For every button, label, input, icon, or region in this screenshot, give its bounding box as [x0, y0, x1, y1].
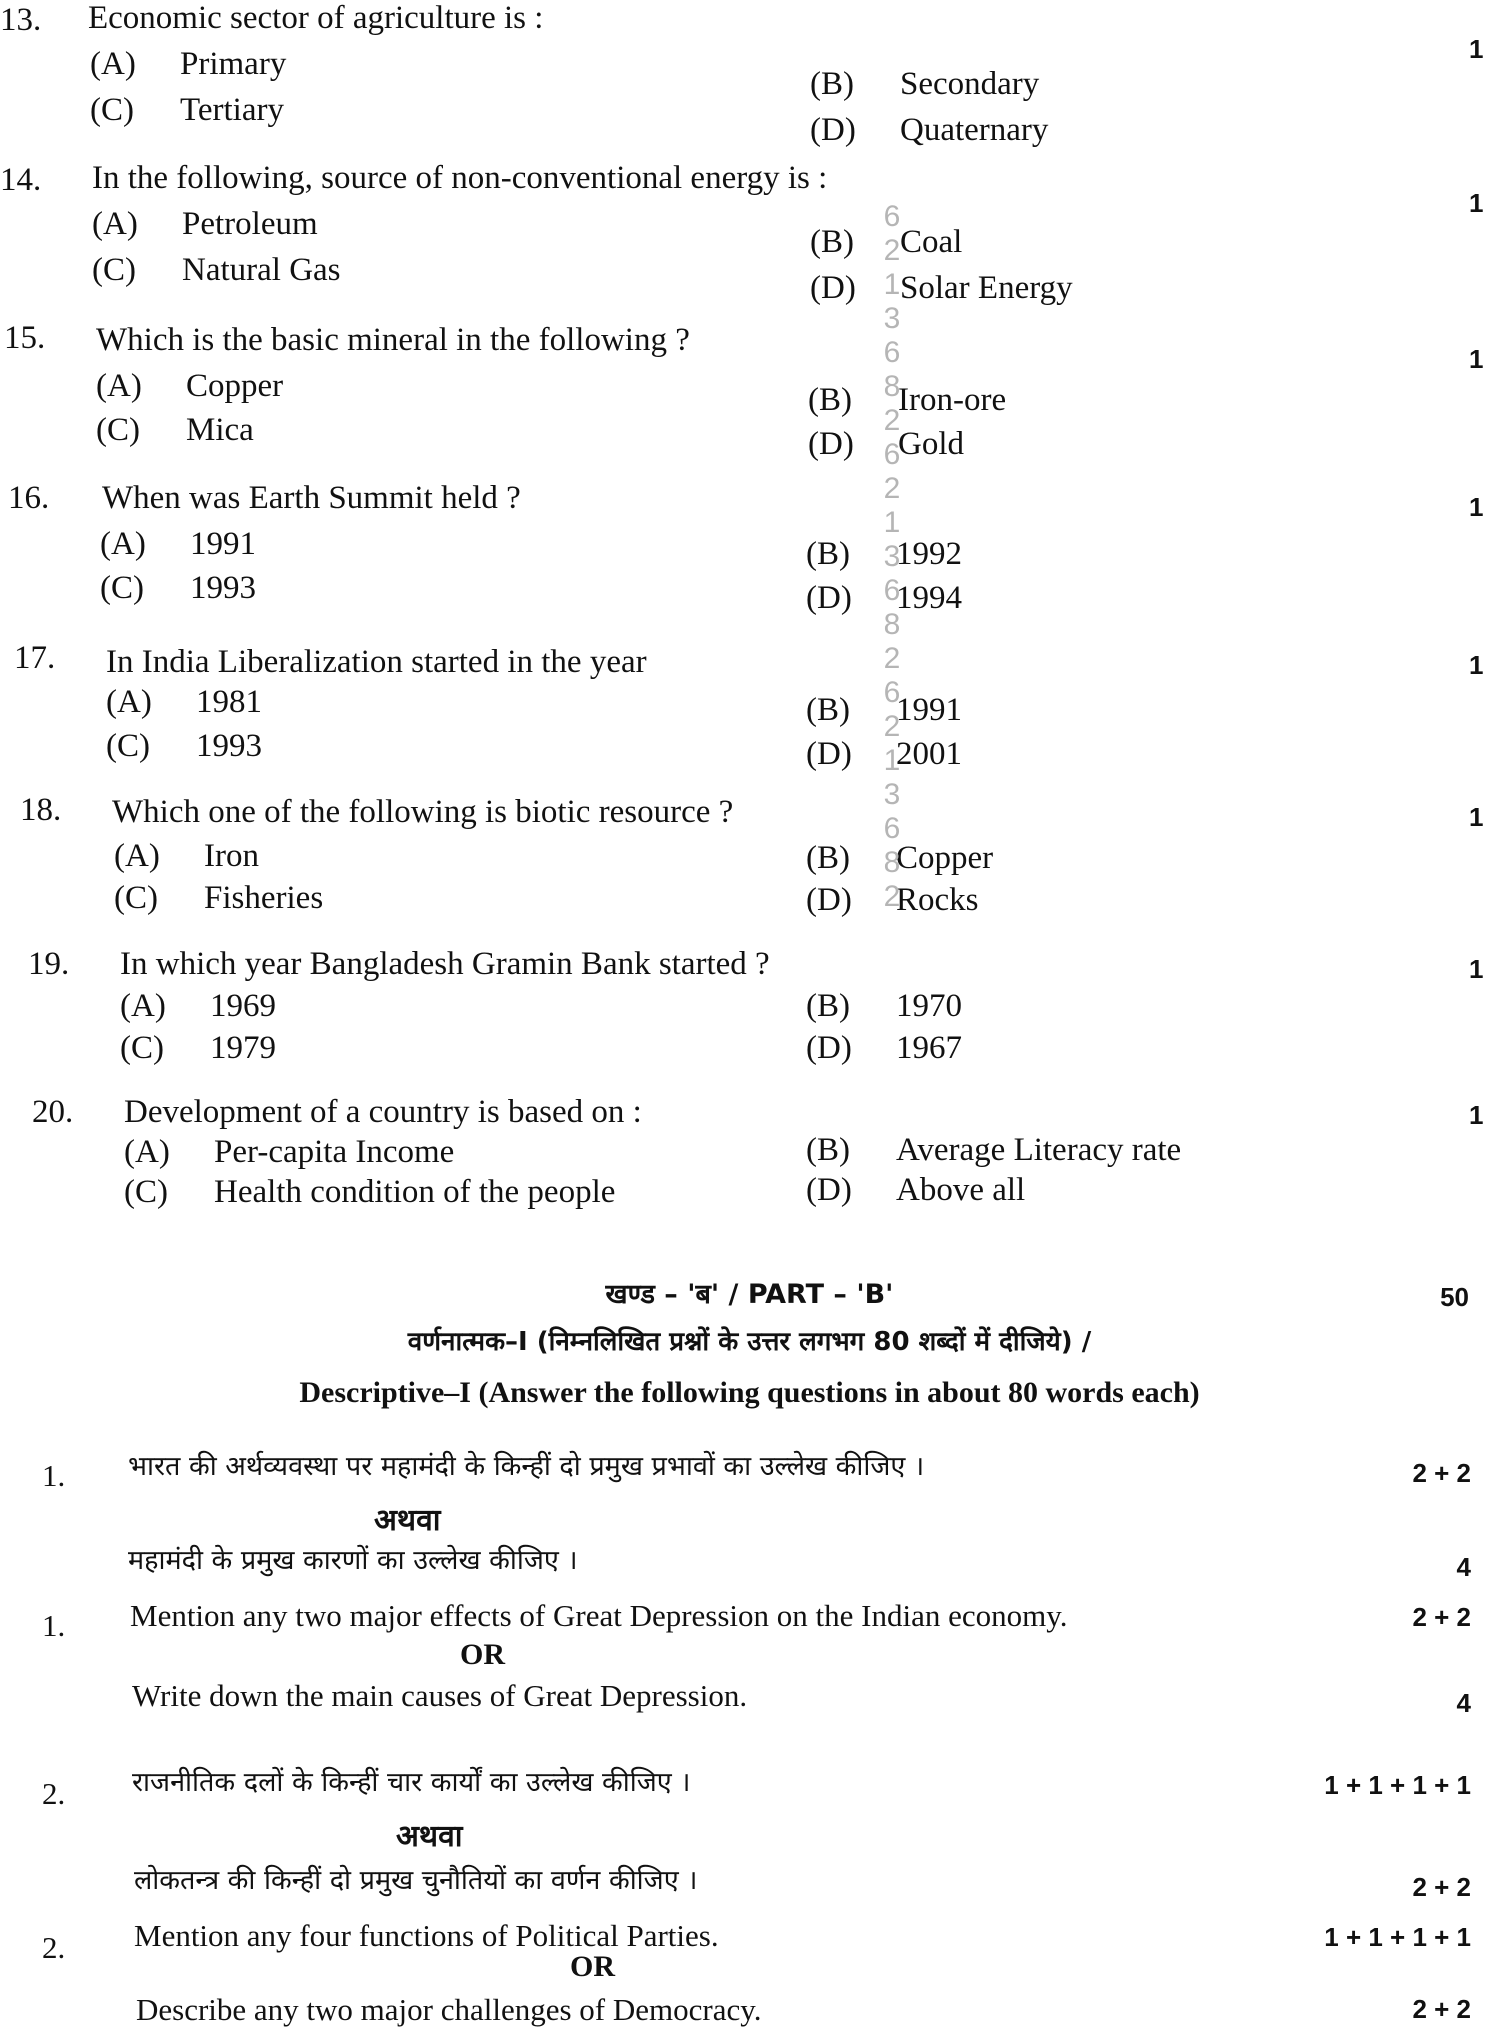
watermark-char: 3	[883, 778, 901, 811]
part-b-subheading-english: Descriptive–I (Answer the following questions in about 80 words each)	[299, 1376, 1200, 1409]
option-c	[90, 92, 284, 129]
option-text: Average Literacy rate	[896, 1132, 1182, 1168]
option-a	[100, 526, 256, 563]
question-number: 16.	[8, 480, 50, 516]
watermark-char: 1	[883, 744, 901, 777]
question-number: 2.	[42, 1776, 66, 1811]
option-label: (C)	[96, 412, 140, 448]
option-text: 1992	[896, 536, 962, 572]
watermark-char: 6	[883, 812, 901, 845]
question-text: In the following, source of non-conventional energy is :	[92, 160, 828, 196]
question-marks: 1	[1469, 954, 1484, 984]
option-text: Fisheries	[204, 880, 324, 916]
option-label: (A)	[90, 46, 136, 82]
part-b-marks: 50	[1440, 1282, 1469, 1312]
question-marks: 1 + 1 + 1 + 1	[1324, 1770, 1471, 1800]
option-d	[810, 270, 1073, 307]
option-text: Secondary	[900, 66, 1040, 102]
question-marks: 4	[1456, 1552, 1471, 1582]
option-c	[124, 1174, 615, 1211]
option-label: (A)	[124, 1134, 170, 1170]
option-a	[106, 684, 262, 721]
option-label: (B)	[806, 692, 850, 728]
option-text: Iron-ore	[898, 382, 1007, 418]
option-d	[806, 1172, 1025, 1209]
question-number: 1.	[42, 1458, 66, 1493]
option-text: Primary	[180, 46, 287, 82]
question-marks: 4	[1456, 1688, 1471, 1718]
question-text: राजनीतिक दलों के किन्हीं चार कार्यों का उल्लेख कीजिए ।	[132, 1767, 691, 1798]
question-number: 1.	[42, 1608, 66, 1643]
option-text: Solar Energy	[900, 270, 1073, 306]
question-number: 15.	[4, 320, 46, 356]
question-marks: 2 + 2	[1412, 1994, 1471, 2024]
or-separator: OR	[570, 1950, 615, 1983]
question-text: In India Liberalization started in the year	[106, 644, 647, 680]
option-label: (C)	[124, 1174, 168, 1210]
option-c	[106, 728, 262, 765]
option-label: (C)	[114, 880, 158, 916]
option-a	[90, 46, 286, 83]
question-number: 14.	[0, 162, 42, 198]
watermark-char: 6	[883, 438, 901, 471]
question-marks: 2 + 2	[1412, 1458, 1471, 1488]
question-number: 13.	[0, 2, 42, 38]
watermark-char: 1	[883, 506, 901, 539]
question-marks: 1	[1469, 492, 1484, 522]
option-d	[806, 1030, 962, 1067]
watermark-char: 2	[883, 880, 901, 913]
or-separator: अथवा	[374, 1503, 441, 1538]
option-label: (D)	[810, 270, 856, 306]
part-b-subheading-hindi: वर्णनात्मक–I (निम्नलिखित प्रश्नों के उत्तर लगभग 80 शब्दों में दीजिये) /	[407, 1327, 1092, 1357]
option-text: 1991	[896, 692, 962, 728]
option-label: (D)	[808, 426, 854, 462]
option-label: (C)	[106, 728, 150, 764]
option-text: 2001	[896, 736, 962, 772]
option-b	[810, 66, 1039, 103]
question-marks: 1	[1469, 34, 1484, 64]
option-text: 1991	[190, 526, 256, 562]
option-label: (B)	[806, 988, 850, 1024]
watermark-char: 8	[883, 370, 901, 403]
option-text: 1967	[896, 1030, 962, 1066]
option-label: (B)	[808, 382, 852, 418]
part-b-heading: खण्ड – 'ब' / PART – 'B'	[605, 1279, 894, 1310]
option-text: Per-capita Income	[214, 1134, 455, 1170]
option-text: 1970	[896, 988, 962, 1024]
watermark-char: 6	[883, 200, 901, 233]
question-text: Describe any two major challenges of Democracy.	[136, 1992, 762, 2027]
watermark-code	[872, 200, 912, 914]
option-label: (C)	[90, 92, 134, 128]
option-label: (A)	[92, 206, 138, 242]
option-label: (B)	[810, 66, 854, 102]
option-a	[92, 206, 318, 243]
option-label: (C)	[100, 570, 144, 606]
question-text: Economic sector of agriculture is :	[88, 0, 544, 36]
watermark-char: 3	[883, 302, 901, 335]
option-c	[92, 252, 341, 289]
option-label: (C)	[92, 252, 136, 288]
option-label: (D)	[806, 1030, 852, 1066]
option-label: (D)	[806, 580, 852, 616]
question-marks: 1	[1469, 188, 1484, 218]
option-b	[806, 1132, 1181, 1169]
question-text: Write down the main causes of Great Depression.	[132, 1678, 748, 1713]
option-label: (A)	[96, 368, 142, 404]
question-marks: 1 + 1 + 1 + 1	[1324, 1922, 1471, 1952]
option-text: Natural Gas	[182, 252, 341, 288]
option-text: Iron	[204, 838, 259, 874]
question-marks: 2 + 2	[1412, 1872, 1471, 1902]
question-marks: 1	[1469, 344, 1484, 374]
watermark-char: 6	[883, 676, 901, 709]
watermark-char: 2	[883, 642, 901, 675]
question-text: भारत की अर्थव्यवस्था पर महामंदी के किन्हीं दो प्रमुख प्रभावों का उल्लेख कीजिए ।	[128, 1451, 925, 1482]
option-label: (C)	[120, 1030, 164, 1066]
option-label: (D)	[810, 112, 856, 148]
option-label: (D)	[806, 882, 852, 918]
option-label: (B)	[806, 536, 850, 572]
question-text: Development of a country is based on :	[124, 1094, 642, 1130]
question-marks: 2 + 2	[1412, 1602, 1471, 1632]
option-text: Coal	[900, 224, 963, 260]
option-text: 1969	[210, 988, 276, 1024]
question-number: 2.	[42, 1930, 66, 1965]
option-label: (D)	[806, 736, 852, 772]
option-text: 1979	[210, 1030, 276, 1066]
option-label: (B)	[806, 840, 850, 876]
option-a	[114, 838, 259, 875]
watermark-char: 1	[883, 268, 901, 301]
question-marks: 1	[1469, 650, 1484, 680]
option-c	[114, 880, 323, 917]
question-text: महामंदी के प्रमुख कारणों का उल्लेख कीजिए ।	[128, 1545, 578, 1576]
watermark-char: 3	[883, 540, 901, 573]
option-text: Petroleum	[182, 206, 318, 242]
option-text: Gold	[898, 426, 964, 462]
option-text: Copper	[186, 368, 284, 404]
option-text: Health condition of the people	[214, 1174, 616, 1210]
option-text: 1981	[196, 684, 262, 720]
option-text: 1994	[896, 580, 962, 616]
option-label: (A)	[120, 988, 166, 1024]
watermark-char: 6	[883, 574, 901, 607]
question-text: In which year Bangladesh Gramin Bank started ?	[120, 946, 770, 982]
option-text: Above all	[896, 1172, 1026, 1208]
option-d	[810, 112, 1048, 149]
watermark-char: 8	[883, 608, 901, 641]
question-number: 18.	[20, 792, 62, 828]
question-number: 19.	[28, 946, 70, 982]
question-text: Which one of the following is biotic resource ?	[112, 794, 734, 830]
option-a	[120, 988, 276, 1025]
or-separator: OR	[460, 1638, 505, 1671]
option-b	[806, 988, 962, 1025]
option-label: (A)	[114, 838, 160, 874]
option-label: (A)	[100, 526, 146, 562]
question-marks: 1	[1469, 1100, 1484, 1130]
question-number: 17.	[14, 640, 56, 676]
option-text: 1993	[196, 728, 262, 764]
or-separator: अथवा	[396, 1819, 463, 1854]
watermark-char: 2	[883, 404, 901, 437]
question-marks: 1	[1469, 802, 1484, 832]
question-text: Which is the basic mineral in the following ?	[96, 322, 690, 358]
watermark-char: 8	[883, 846, 901, 879]
option-text: Rocks	[896, 882, 979, 918]
option-a	[124, 1134, 454, 1171]
option-text: Quaternary	[900, 112, 1049, 148]
option-text: Mica	[186, 412, 254, 448]
option-text: Tertiary	[180, 92, 284, 128]
question-text: Mention any two major effects of Great Depression on the Indian economy.	[130, 1598, 1068, 1633]
option-a	[96, 368, 283, 405]
option-c	[100, 570, 256, 607]
watermark-char: 6	[883, 336, 901, 369]
watermark-char: 2	[883, 710, 901, 743]
option-c	[120, 1030, 276, 1067]
question-number: 20.	[32, 1094, 74, 1130]
option-c	[96, 412, 254, 449]
option-label: (B)	[806, 1132, 850, 1168]
watermark-char: 2	[883, 472, 901, 505]
watermark-char: 2	[883, 234, 901, 267]
option-label: (D)	[806, 1172, 852, 1208]
option-label: (A)	[106, 684, 152, 720]
option-label: (B)	[810, 224, 854, 260]
option-text: Copper	[896, 840, 994, 876]
question-text: लोकतन्त्र की किन्हीं दो प्रमुख चुनौतियों का वर्णन कीजिए ।	[134, 1865, 698, 1896]
option-text: 1993	[190, 570, 256, 606]
question-text: Mention any four functions of Political Parties.	[134, 1918, 719, 1953]
question-text: When was Earth Summit held ?	[102, 480, 521, 516]
